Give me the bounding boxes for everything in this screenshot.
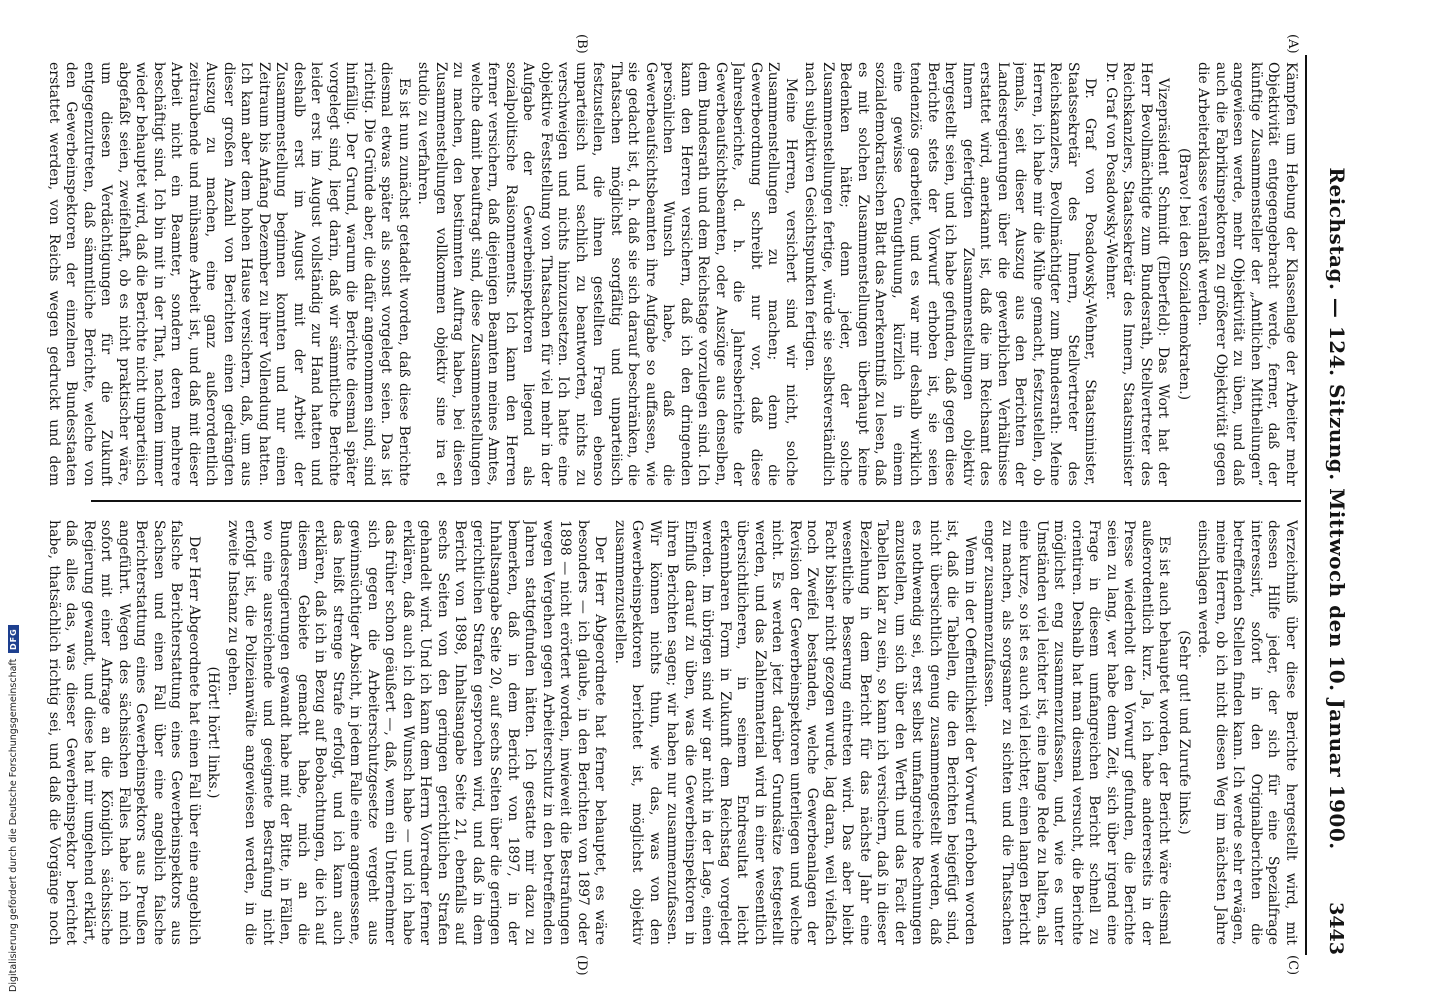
paragraph: Es ist nun zunächst getadelt worden, daß diese Berichte diesmal etwas später als sonst vorgelegt seien. Das ist richtig. Die Gründe aber, die dafür angenommen sind, sind hinfällig. Der Grund, warum die Berichte diesmal später vorgelegt sind, liegt darin, daß wir sämmtliche Berichte leider erst im August vollständig zur Hand hatten und deshalb erst im August mit der Arbeit der Zusammenstellung beginnen konnten und nur einen Zeitraum bis Anfang Dezember zu ihrer Vollendung hatten. Ich kann aber dem hohen Hause versichern, daß, um aus dieser großen Anzahl von Berichten einen gedrängten Auszug zu machen, eine ganz außerordentlich zeitraubende und mühsame Arbeit ist, und daß mit dieser Arbeit nicht ein Beamter, sondern deren mehrere beschäftigt sind. Ich bin mit in der That, nachdem immer wieder behauptet wird, daß die Berichte nicht unparteiisch abgefaßt seien, zweifelhaft, ob es nicht praktischer wäre, um diesen Verdächtigungen für die Zukunft entgegenzutreten, daß sämmtliche Berichte, welche von den Gewerbeinspektoren der einzelnen Bundesstaaten erstattet werden, von Reichs wegen gedruckt und dem (46, 62, 412, 486)
paragraph: Es ist auch behauptet worden, der Bericht wäre diesmal außerordentlich kurz. Ja, ich habe andererseits in der Presse wiederholt den Vorwurf gefunden, die Berichte seien zu lang, wer habe denn Zeit, sich über irgend eine Frage in diesem umfangreichen Bericht schnell zu orientiren. Deshalb hat man diesmal versucht, die Berichte möglichst eng zusammenzufassen, und, wie es unter Umständen viel leichter ist, eine lange Rede zu halten, als eine kurze, so ist es auch viel leichter, einen langen Bericht zu machen, als sorgsamer zu sichten und die Thatsachen enger zusammenzufassen. (981, 520, 1173, 945)
page-number: 3443 (1325, 902, 1347, 955)
left-column (44, 62, 1299, 486)
header-rule (1305, 55, 1307, 955)
interjection: (Bravo! bei den Sozialdemokraten.) (1176, 147, 1192, 401)
credit-text: Digitalisierung gefördert durch die Deutsche Forschungsgemeinschaft (8, 658, 19, 992)
interjection: (Sehr gut! und Zurufe links.) (1176, 630, 1192, 835)
paragraph: Verzeichniß über diese Berichte hergestellt wird, mit dessen Hilfe jeder, der sich für eine Spezialfrage interessirt, sofort in den Originalberichten die betreffenden Stellen finden kann. Ich werde sehr erwägen, meine Herren, ob ich nicht diesen Weg im nächsten Jahre einschlagen werde. (1195, 520, 1299, 945)
margin-marker-d: (D) (574, 955, 589, 976)
page-header (1309, 55, 1349, 955)
column-divider (91, 500, 1301, 502)
paragraph: Der Herr Abgeordnete hat einen Fall über eine angeblich falsche Berichterstattung eines Gewerbeinspektors aus Sachsen und einen Fall über eine angeblich falsche Berichterstattung eines Gewerbeinspektors aus Preußen angeführt. Wegen des sächsischen Falles habe ich mich sofort mit einer Anfrage an die Königlich sächsische Regierung gewandt, und diese hat mir umgehend erklärt, daß alles das, was dieser Gewerbeinspektor berichtet habe, thatsächlich richtig sei, und daß die Vorgänge noch (46, 520, 202, 945)
paragraph: Kämpfen um Hebung der Klassenlage der Arbeiter mehr Objektivität entgegengebracht werde, ferner, daß der künftige Zusammensteller der „Amtlichen Mittheilungen“ angewiesen werde, mehr Objektivität zu üben, und daß auch die Fabrikinspektoren zu größerer Objektivität gegen die Arbeiterklasse veranlaßt werden. (1195, 62, 1299, 486)
rotated-page (15, 0, 1349, 1000)
document-page (15, 0, 1349, 1000)
margin-marker-a: (A) (1285, 34, 1300, 54)
paragraph: Meine Herren, versichert sind wir nicht, solche Zusammenstellungen zu machen; denn die Gewerbeordnung schreibt nur vor, daß diese Jahresberichte, d. h. die Jahresberichte der Gewerbeaufsichtsbeamten, oder Auszüge aus denselben, dem Bundesrath und dem Reichstage vorzulegen sind. Ich kann den Herren versichern, daß ich den dringenden persönlichen Wunsch habe, daß die Gewerbeaufsichtsbeamten ihre Aufgabe so auffassen, wie sie gedacht ist, d. h. daß sie sich darauf beschränken, die Thatsachen möglichst sorgfältig und unparteiisch festzustellen, die ihnen gestellten Fragen ebenso unparteiisch und sachlich zu beantworten, nichts zu verschweigen und nichts hinzuzusetzen. Ich hatte eine objektive Feststellung von Thatsachen für viel mehr in der Aufgabe der Gewerbeinspektoren liegend als sozialpolitische Raisonnements. Ich kann den Herren ferner versichern, daß diejenigen Beamten meines Amtes, welche damit beauftragt sind, diese Zusammenstellungen zu machen, den bestimmten Auftrag haben, bei diesen Zusammenstellungen vollkommen objektiv sine ira et studio zu verfahren. (415, 62, 799, 486)
interjection: (Hört! hört! links.) (205, 666, 222, 799)
right-column (44, 520, 1299, 945)
page-title: Reichstag. — 124. Sitzung. Mittwoch den 10. Januar 1900. (1325, 167, 1349, 850)
margin-marker-b: (B) (574, 34, 589, 54)
speaker-paragraph: Dr. Graf von Posadowsky-Wehner, Staatsminister, Staatssekretär des Innern, Stellvertreter des Reichskanzlers, Bevollmächtigter zum Bundesrath: Meine Herren, ich habe mir die Mühe gemacht, festzustellen, ob jemals, seit dieser Auszug aus den Berichten der Landesregierungen über die gewerblichen Verhältnisse erstattet wird, anerkannt ist, daß die im Reichsamt des Innern gefertigten Zusammenstellungen objektiv hergestellt seien, und ich habe gefunden, daß gegen diese Berichte stets der Vorwurf erhoben ist, sie seien tendenziös gearbeitet, und es war mir deshalb wirklich eine gewisse Genugthuung, kürzlich in einem sozialdemokratischen Blatt das Anerkenntniß zu lesen, daß es mit solchen Zusammenstellungen überhaupt keine Bedenken hätte; denn jeder, der solche Zusammenstellungen fertige, würde sie selbstverständlich nach subjektiven Gesichtspunkten fertigen. (802, 62, 1099, 486)
paragraph: Der Herr Abgeordnete hat ferner behauptet, es wäre besonders — ich glaube, in den Berichten von 1897 oder 1898 — nicht erörtert worden, inwieweit die Bestrafungen wegen Vergehen gegen Arbeiterschutz in den betreffenden Jahren stattgefunden hätten. Ich gestatte mir dazu zu bemerken, daß in dem Bericht von 1897, in der Inhaltsangabe Seite 20, auf sechs Seiten über die geringen gerichtlichen Strafen gesprochen wird, und daß in dem Bericht von 1898, Inhaltsangabe Seite 21, ebenfalls auf sechs Seiten von den geringen gerichtlichen Strafen gehandelt wird. Und ich kann dem Herrn Vorredner ferner erklären, daß auch ich den Wunsch habe — und ich habe das früher schon geäußert —, daß, wenn ein Unternehmer sich gegen die Arbeiterschutzgesetze vergeht aus gewinnsüchtiger Absicht, in jedem Falle eine angemessene, das heißt strenge Strafe erfolgt, und ich kann auch erklären, daß ich in Bezug auf Beobachtungen, die ich auf diesem Gebiete gemacht habe, mich an die Bundesregierungen gewandt habe mit der Bitte, in Fällen, wo eine ausreichende und geeignete Bestrafung nicht erfolgt ist, die Polizeianwälte angewiesen werden, in die zweite Instanz zu gehen. (225, 520, 609, 945)
dfg-logo: DFG (8, 625, 19, 653)
paragraph: Wenn in der Oeffentlichkeit der Vorwurf erhoben worden ist, daß die Tabellen, die den Berichten beigefügt sind, nicht übersichtlich genug zusammengestellt werden, daß es nothwendig sei, erst selbst umfangreiche Rechnungen anzustellen, um sich über den Werth und das Facit der Tabellen klar zu sein, so kann ich versichern, daß in dieser Beziehung in dem Bericht für das nächste Jahr eine wesentliche Besserung eintreten wird. Das aber bleibt Facht bisher nicht gezogen wurde, lag daran, weil vielfach noch Zweifel bestanden, welche Gewerbeanlagen der Revision der Gewerbeinspektoren unterliegen und welche nicht. Es werden jetzt darüber Grundsätze festgestellt werden, und das Zahlenmaterial wird in einer wesentlich übersichtlicheren, in seinem Endresultat leicht erkennbaren Form in Zukunft dem Reichstag vorgelegt werden. Im übrigen sind wir gar nicht in der Lage, einen Einfluß darauf zu üben, was die Gewerbeinspektoren in ihren Berichten sagen; wir haben nur zusammenzufassen. Wir können nichts thun, wie das, was von den Gewerbeinspektoren berichtet ist, möglichst objektiv zusammenzustellen. (612, 520, 978, 945)
margin-marker-c: (C) (1285, 955, 1300, 976)
speaker-paragraph: Vizepräsident Schmidt (Elberfeld): Das Wort hat der Herr Bevollmächtigte zum Bundesrath, Stellvertreter des Reichskanzlers, Staatssekretär des Innern, Staatsminister Dr. Graf von Posadowsky-Wehner. (1103, 62, 1172, 486)
